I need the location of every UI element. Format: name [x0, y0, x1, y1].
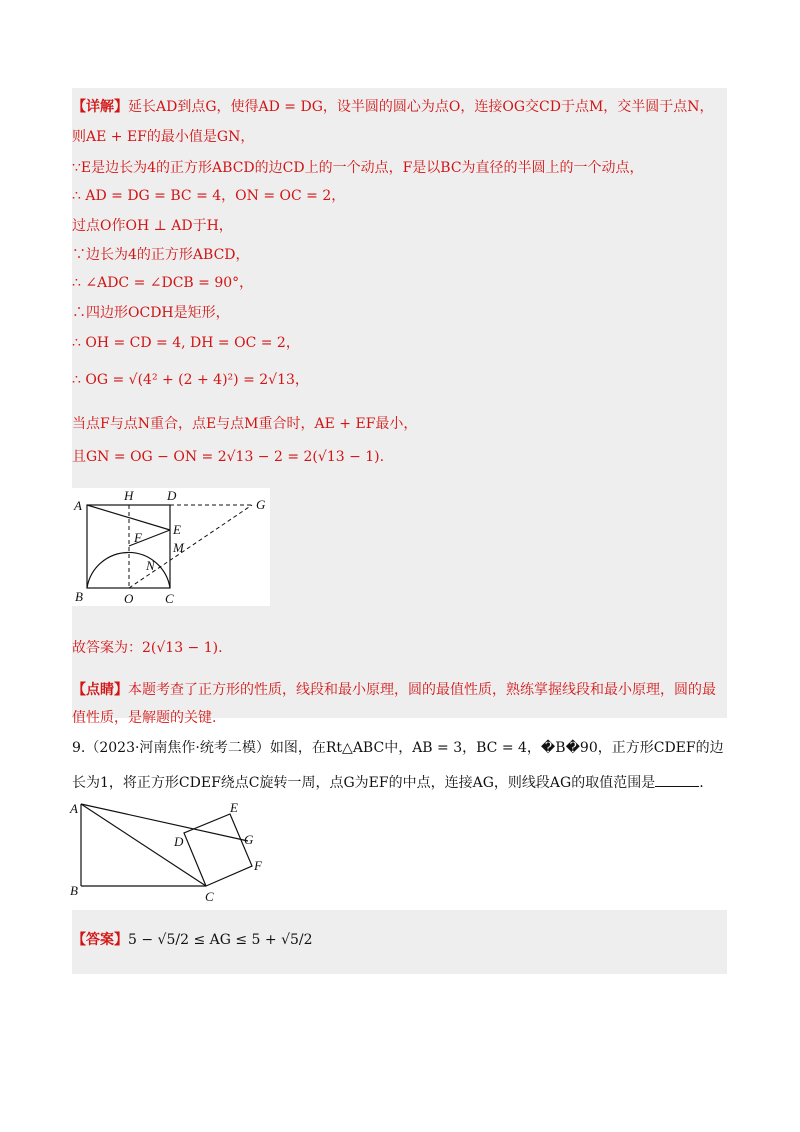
square-CDEF — [184, 814, 252, 886]
label-F: F — [134, 530, 142, 545]
label-B: B — [75, 589, 83, 604]
answer-blank — [655, 772, 699, 787]
label-C: C — [205, 889, 214, 904]
question9-line-2: 长为1，将正方形CDEF绕点C旋转一周，点G为EF的中点，连接AG，则线段AG的取值范围是 . — [72, 772, 704, 793]
label-N: N — [146, 558, 155, 573]
answer-tag: 【答案】 — [72, 932, 128, 948]
detail-line-11: 当点F与点N重合，点E与点M重合时，AE + EF最小， — [72, 416, 418, 432]
label-F: F — [254, 858, 262, 873]
final-answer-line: 故答案为：2(√13 − 1). — [72, 640, 223, 656]
solution-detail-panel — [72, 88, 727, 718]
label-G: G — [256, 497, 266, 512]
detail-line-10: ∴ OG = √(4² + (2 + 4)²) = 2√13， — [72, 372, 309, 388]
label-D: D — [174, 834, 184, 849]
label-A: A — [70, 801, 78, 816]
detail-line-7: ∴ ∠ADC = ∠DCB = 90°， — [72, 275, 254, 291]
answer-line — [72, 930, 313, 950]
detail-tag: 【详解】 — [72, 99, 128, 115]
label-E: E — [230, 800, 238, 815]
label-H: H — [124, 488, 134, 503]
detail-line-2: 则AE + EF的最小值是GN， — [72, 129, 255, 145]
segment-AC — [81, 804, 206, 886]
label-A: A — [74, 498, 82, 513]
detail-line-3: ∵E是边长为4的正方形ABCD的边CD上的一个动点，F是以BC为直径的半圆上的一个动点， — [72, 160, 644, 176]
label-C: C — [165, 591, 174, 606]
label-G: G — [244, 832, 254, 847]
comment-line-2: 值性质，是解题的关键. — [72, 710, 217, 726]
figure-square-semicircle — [72, 488, 270, 606]
detail-line-1: 【详解】延长AD到点G，使得AD = DG，设半圆的圆心为点O，连接OG交CD于点M，交半圆于点N， — [72, 99, 714, 115]
detail-line-4: ∴ AD = DG = BC = 4，ON = OC = 2， — [72, 188, 346, 204]
detail-line-6: ∵边长为4的正方形ABCD， — [72, 247, 250, 263]
detail-line-8: ∴四边形OCDH是矩形， — [72, 305, 230, 321]
label-D: D — [167, 488, 177, 503]
detail-line-9: ∴ OH = CD = 4, DH = OC = 2， — [72, 335, 300, 351]
label-B: B — [70, 883, 78, 898]
answer-expression: 5 − √5/2 ≤ AG ≤ 5 + √5/2 — [128, 932, 313, 948]
label-M: M — [173, 540, 184, 555]
comment-tag: 【点睛】 — [72, 682, 128, 698]
comment-line-1: 【点睛】本题考查了正方形的性质，线段和最小原理，圆的最值性质，熟练掌握线段和最小原理，圆的最 — [72, 682, 716, 698]
label-O: O — [124, 591, 134, 606]
detail-line-5: 过点O作OH ⊥ AD于H， — [72, 218, 233, 234]
detail-line-12: 且GN = OG − ON = 2√13 − 2 = 2(√13 − 1). — [72, 449, 385, 465]
figure-triangle-rotating-square — [66, 796, 276, 908]
question9-line-1: 9.（2023·河南焦作·统考二模）如图，在Rt△ABC中，AB = 3，BC = 4，�B�90，正方形CDEF的边 — [72, 740, 724, 756]
label-E: E — [173, 522, 181, 537]
segment-AG — [81, 804, 248, 841]
